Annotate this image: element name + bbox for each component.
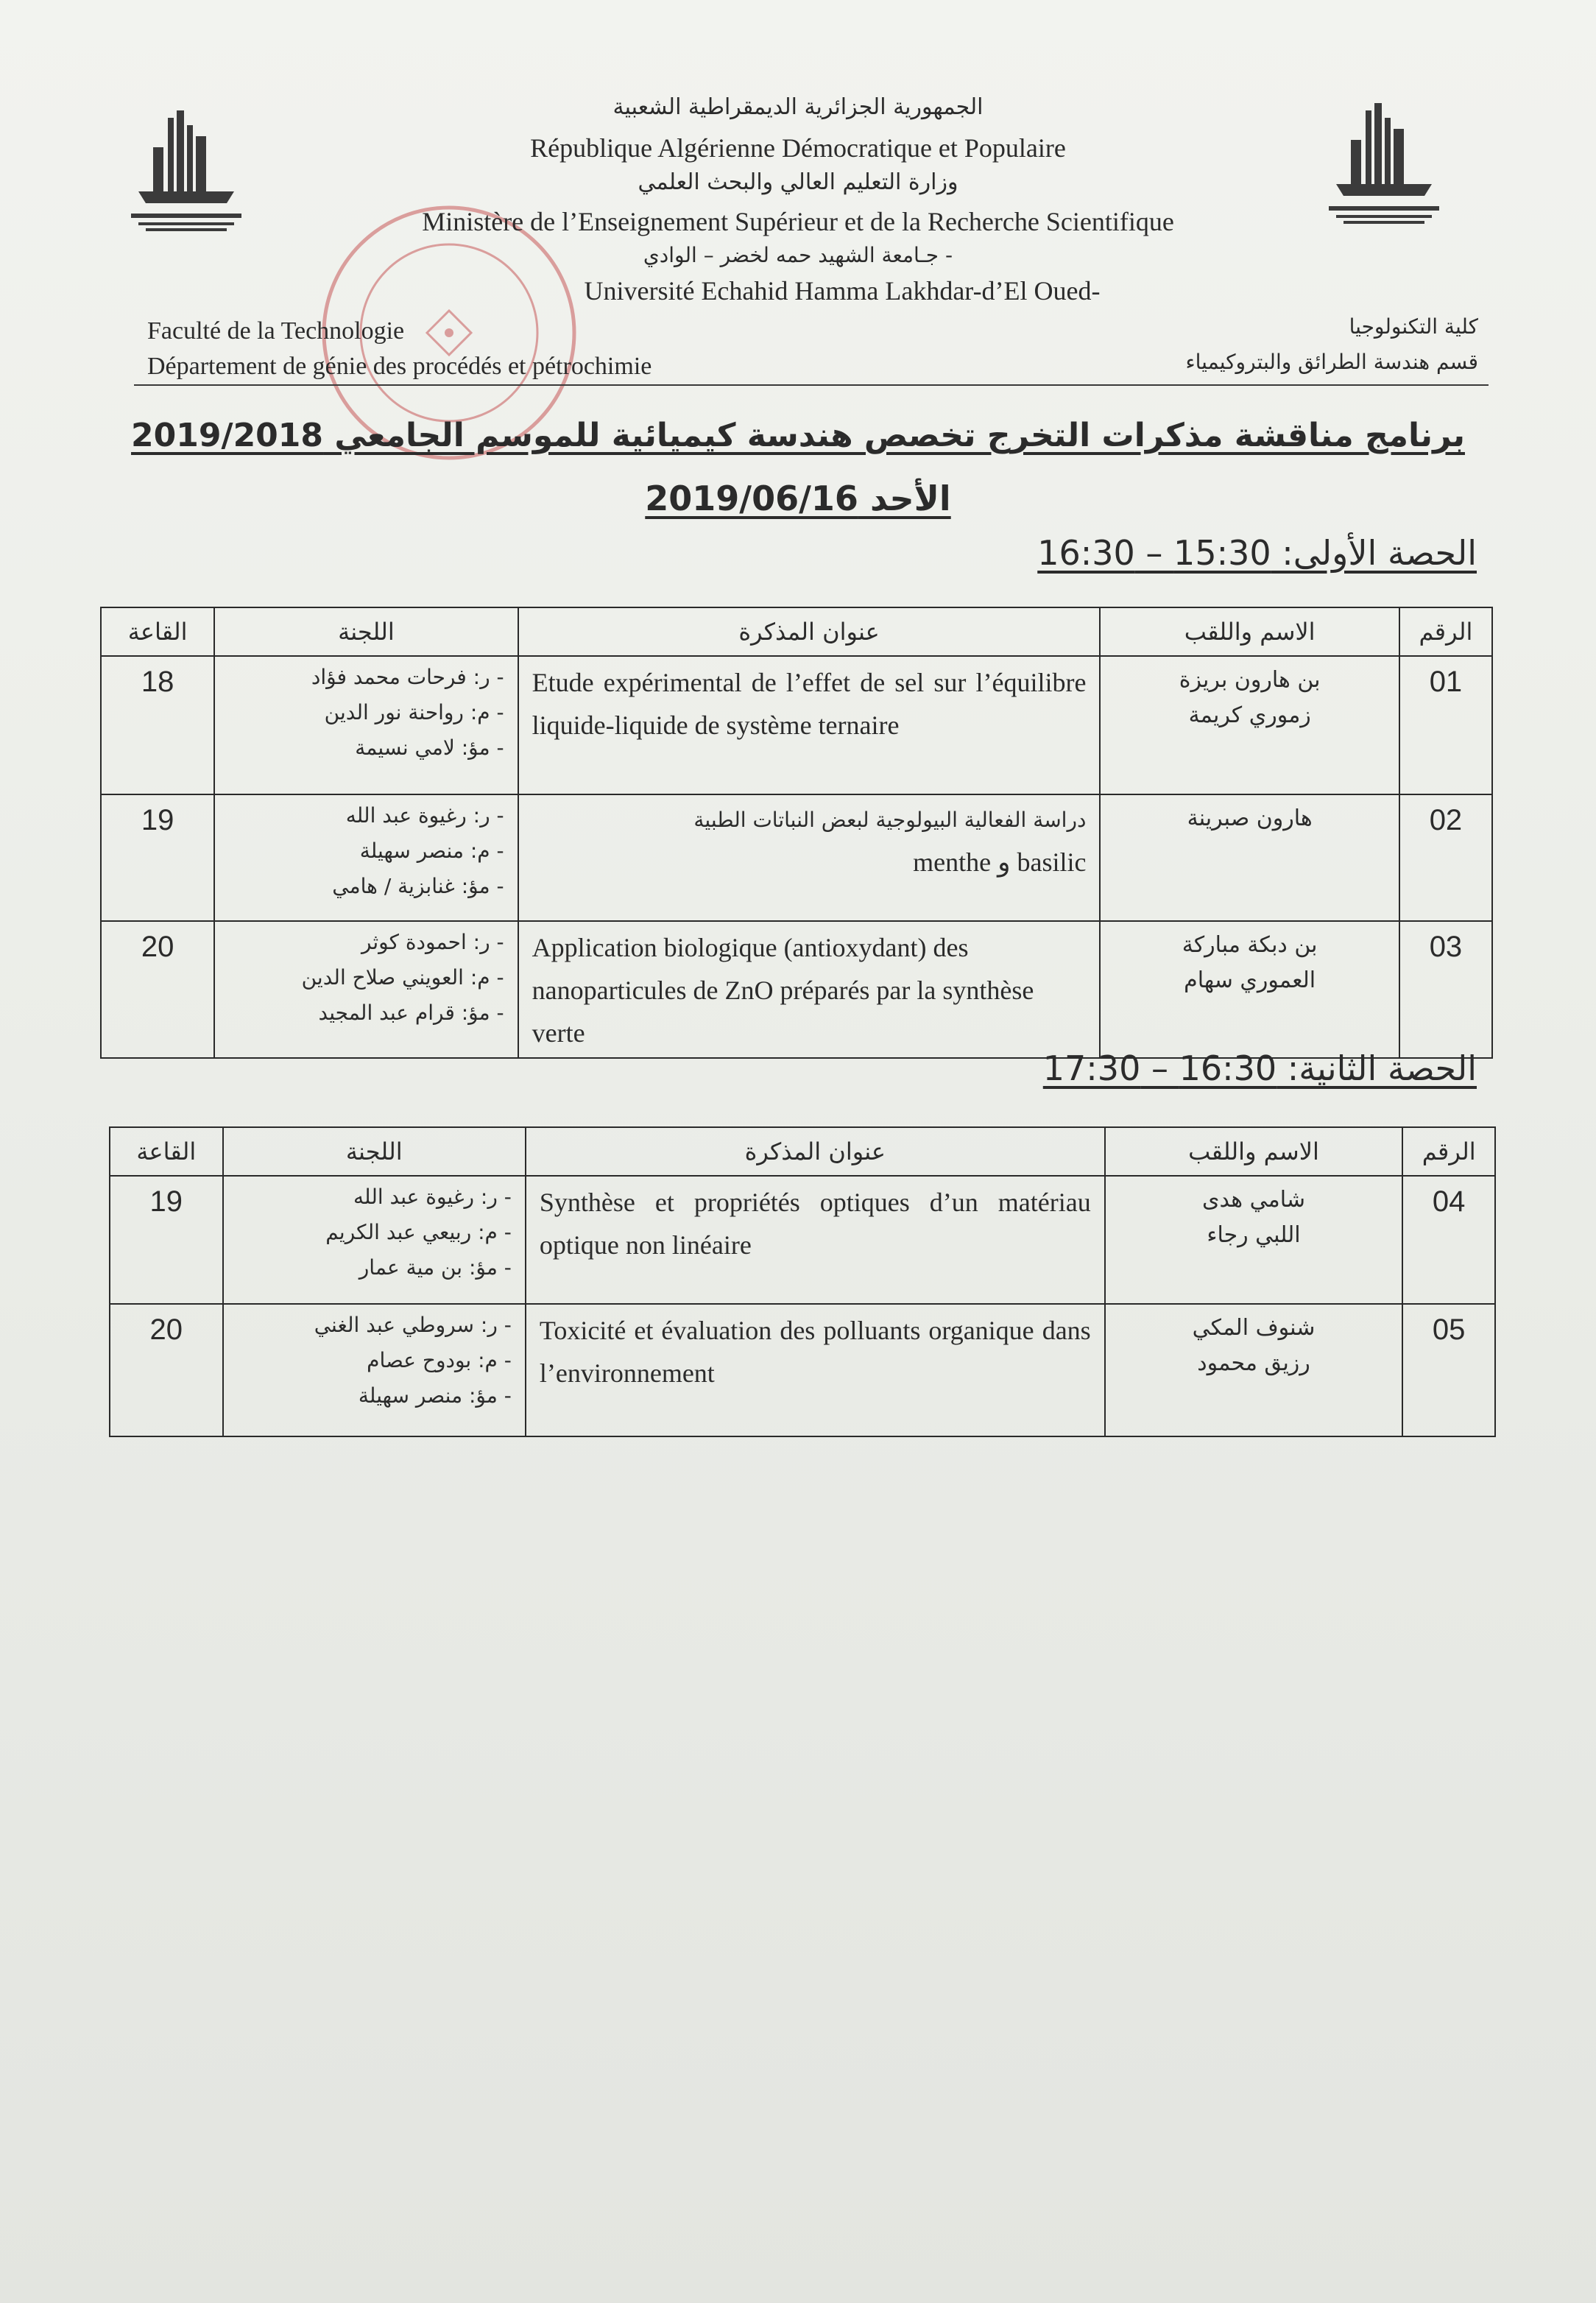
thesis-title: Etude expérimental de l’effet de sel sur l’équilibre liquide-liquide de système ternaire [518, 656, 1101, 794]
table-row [101, 794, 1492, 921]
student-name: رزيق محمود [1197, 1350, 1310, 1376]
session-1-table [100, 607, 1493, 1059]
header-room: القاعة [110, 1127, 223, 1176]
thesis-title: Toxicité et évaluation des polluants organique dans l’environnement [526, 1304, 1105, 1436]
header-title: عنوان المذكرة [518, 607, 1101, 656]
jury-members [214, 656, 518, 794]
jury-supervisor: - مؤ: لامي نسيمة [355, 736, 504, 760]
faculty-ar: كلية التكنولوجيا [1349, 314, 1478, 339]
jury-president: - ر: سروطي عبد الغني [314, 1313, 512, 1337]
student-name: بن هارون بريزة [1179, 667, 1321, 693]
table-header-row [110, 1127, 1495, 1176]
student-names [1100, 656, 1399, 794]
row-number: 05 [1402, 1304, 1495, 1436]
jury-examiner: - م: ربيعي عبد الكريم [325, 1220, 512, 1244]
row-number: 01 [1399, 656, 1492, 794]
thesis-title-ar: دراسة الفعالية البيولوجية لبعض النباتات الطبية [693, 808, 1087, 832]
thesis-title: Application biologique (antioxydant) des nanoparticules de ZnO préparés par la synthèse verte [518, 921, 1101, 1058]
room-number: 19 [110, 1176, 223, 1304]
jury-examiner: - م: بودوح عصام [367, 1348, 512, 1372]
student-name: زموري كريمة [1188, 702, 1311, 728]
header-jury: اللجنة [214, 607, 518, 656]
room-number: 18 [101, 656, 214, 794]
header-number: الرقم [1399, 607, 1492, 656]
row-number: 04 [1402, 1176, 1495, 1304]
header-jury: اللجنة [223, 1127, 526, 1176]
header-name: الاسم واللقب [1100, 607, 1399, 656]
department-fr: Département de génie des procédés et pétrochimie [147, 353, 652, 380]
table-row [101, 921, 1492, 1058]
student-names [1105, 1304, 1403, 1436]
jury-supervisor: - مؤ: غنابزية / هامي [332, 874, 504, 898]
thesis-title-mixed: basilic و menthe [913, 847, 1087, 877]
room-number: 20 [110, 1304, 223, 1436]
student-name: بن دبكة مباركة [1182, 932, 1318, 958]
header-republic-ar: الجمهورية الجزائرية الديمقراطية الشعبية [612, 94, 984, 120]
document-title: برنامج مناقشة مذكرات التخرج تخصص هندسة كيميائية للموسم الجامعي 2019/2018 [131, 417, 1465, 454]
session-2-label: الحصة الثانية: 16:30 – 17:30 [1042, 1048, 1477, 1088]
session-2-table [109, 1126, 1496, 1437]
header-room: القاعة [101, 607, 214, 656]
header-divider [134, 384, 1489, 386]
jury-supervisor: - مؤ: بن مية عمار [359, 1255, 512, 1280]
room-number: 20 [101, 921, 214, 1058]
table-row [101, 656, 1492, 794]
schedule-date: الأحد 2019/06/16 [645, 479, 951, 518]
table-row [110, 1304, 1495, 1436]
jury-examiner: - م: رواحنة نور الدين [324, 700, 504, 724]
session-1-label: الحصة الأولى: 15:30 – 16:30 [1037, 533, 1477, 573]
header-title: عنوان المذكرة [526, 1127, 1105, 1176]
jury-examiner: - م: منصر سهيلة [359, 839, 504, 863]
jury-members [214, 794, 518, 921]
student-name: العموري سهام [1184, 967, 1316, 993]
header-university-ar: جـامعة الشهيد حمه لخضر – الوادي - [643, 243, 953, 267]
student-name: شامي هدى [1202, 1187, 1305, 1213]
student-names [1100, 921, 1399, 1058]
row-number: 02 [1399, 794, 1492, 921]
jury-president: - ر: رغيوة عبد الله [345, 803, 504, 828]
faculty-block-ar [1185, 309, 1478, 380]
jury-president: - ر: رغيوة عبد الله [353, 1185, 512, 1209]
jury-supervisor: - مؤ: منصر سهيلة [358, 1383, 512, 1408]
student-name: هارون صبرينة [1187, 805, 1313, 831]
student-name: اللبي رجاء [1207, 1222, 1301, 1248]
table-header-row [101, 607, 1492, 656]
header-university-fr: Université Echahid Hamma Lakhdar-d’El Oued- [584, 276, 1101, 306]
jury-president: - ر: احمودة كوثر [361, 930, 504, 954]
table-row [110, 1176, 1495, 1304]
header-name: الاسم واللقب [1105, 1127, 1403, 1176]
department-ar: قسم هندسة الطرائق والبتروكيمياء [1185, 350, 1478, 374]
jury-examiner: - م: العويني صلاح الدين [301, 965, 504, 990]
jury-supervisor: - مؤ: قرام عبد المجيد [318, 1001, 504, 1025]
header-republic-fr: République Algérienne Démocratique et Populaire [530, 133, 1066, 163]
jury-members [223, 1304, 526, 1436]
header-number: الرقم [1402, 1127, 1495, 1176]
thesis-title: Synthèse et propriétés optiques d’un matériau optique non linéaire [526, 1176, 1105, 1304]
faculty-block-fr [147, 314, 652, 384]
student-names [1100, 794, 1399, 921]
header-ministry-ar: وزارة التعليم العالي والبحث العلمي [638, 169, 958, 195]
jury-president: - ر: فرحات محمد فؤاد [311, 665, 504, 689]
student-names [1105, 1176, 1403, 1304]
row-number: 03 [1399, 921, 1492, 1058]
header-ministry-fr: Ministère de l’Enseignement Supérieur et de la Recherche Scientifique [422, 207, 1174, 236]
jury-members [214, 921, 518, 1058]
jury-members [223, 1176, 526, 1304]
room-number: 19 [101, 794, 214, 921]
student-name: شنوف المكي [1192, 1315, 1316, 1341]
faculty-fr: Faculté de la Technologie [147, 317, 405, 345]
thesis-title [518, 794, 1101, 921]
